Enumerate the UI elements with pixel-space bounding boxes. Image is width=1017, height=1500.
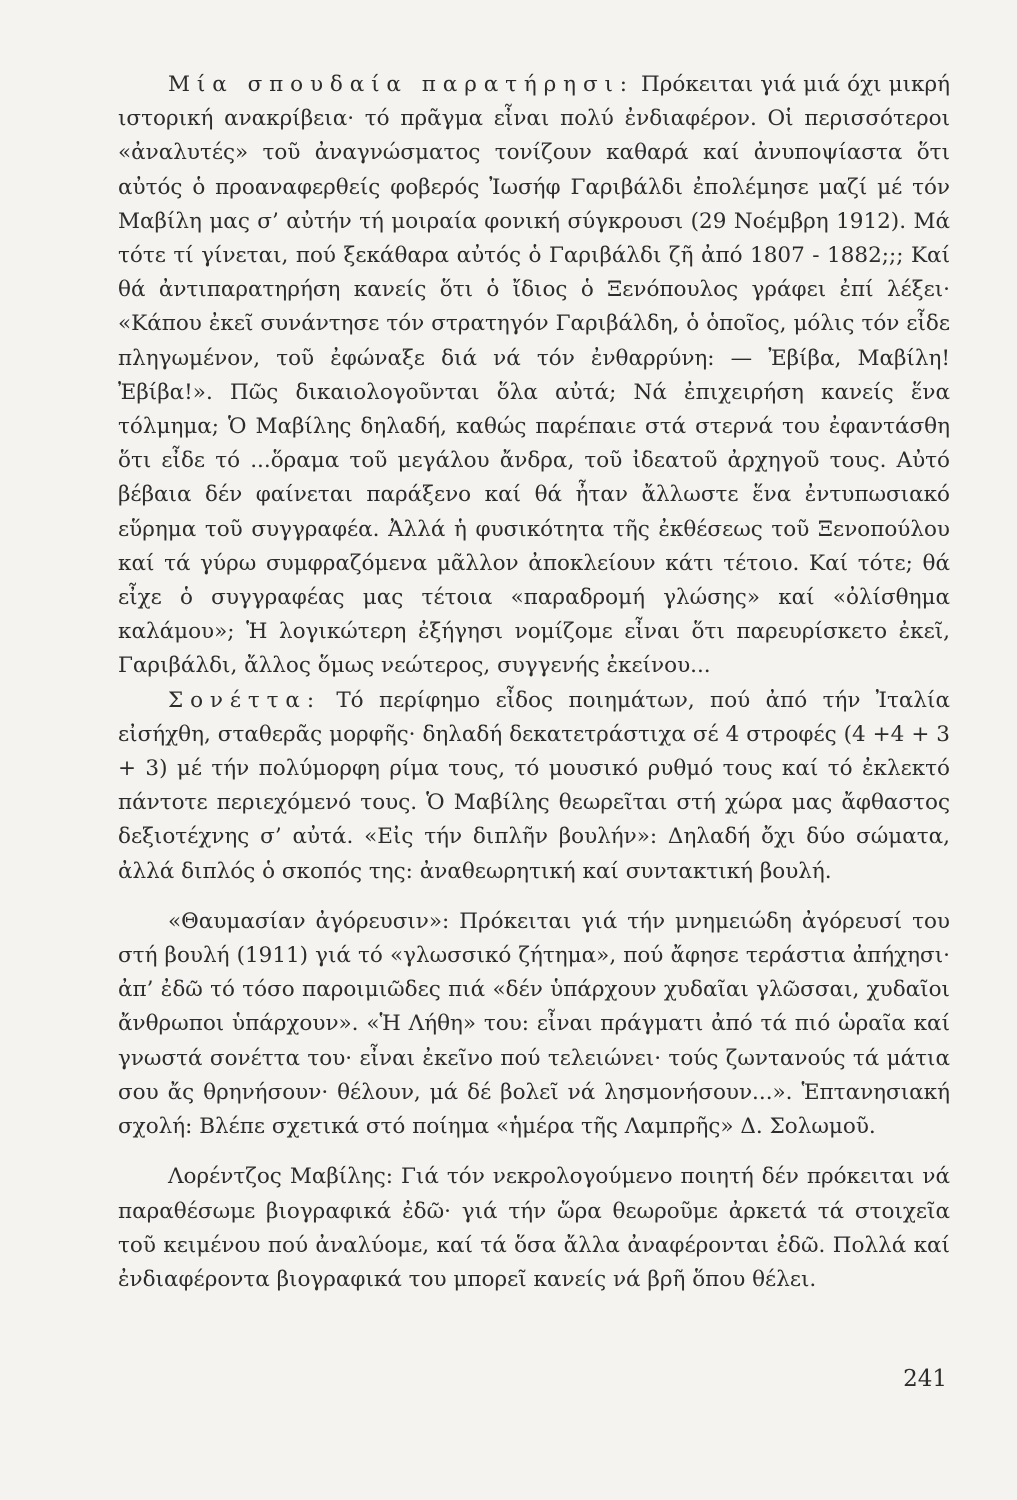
body-text — [118, 68, 950, 1297]
paragraph-text: Λορέντζος Μαβίλης: Γιά τόν νεκρολογούμενο ποιητή δέν πρόκειται νά παραθέσωμε βιογραφικά ἐδῶ· γιά τήν ὥρα θεωροῦμε ἀρκετά τά στοιχεῖα τοῦ κειμένου πού ἀναλύομε, καί τά ὅσα ἄλλα ἀναφέρονται ἐδῶ. Πολλά καί ἐνδιαφέροντα βιογραφικά του μπορεῖ κανείς νά βρῆ ὅπου θέλει. — [118, 1164, 950, 1292]
paragraph-lead: Μία σπουδαία παρατήρησι: — [168, 72, 634, 97]
paragraph-sonnets — [118, 684, 950, 889]
paragraph-text: Τό περίφημο εἶδος ποιημάτων, πού ἀπό τήν Ἰταλία εἰσήχθη, σταθερᾶς μορφῆς· δηλαδή δεκατετράστιχα σέ 4 στροφές (4 +4 + 3 + 3) μέ τήν πολύμορφη ρίμα τους, τό μουσικό ρυθμό τους καί τό ἐκλεκτό πάντοτε περιεχόμενό τους. Ὁ Μαβίλης θεωρεῖται στή χώρα μας ἄφθαστος δεξιοτέχνης σ’ αὐτά. «Εἰς τήν διπλῆν βουλήν»: Δηλαδή ὄχι δύο σώματα, ἀλλά διπλός ὁ σκοπός της: ἀναθεωρητική καί συντακτική βουλή. — [118, 687, 950, 884]
paragraph-text: «Θαυμασίαν ἀγόρευσιν»: Πρόκειται γιά τήν μνημειώδη ἀγόρευσί του στή βουλή (1911) γιά τό «γλωσσικό ζήτημα», πού ἄφησε τεράστια ἀπήχησι· ἀπ’ ἐδῶ τό τόσο παροιμιῶδες πιά «δέν ὑπάρχουν χυδαῖαι γλῶσσαι, χυδαῖοι ἄνθρωποι ὑπάρχουν». «Ἡ Λήθη» του: εἶναι πράγματι ἀπό τά πιό ὡραῖα καί γνωστά σονέττα του· εἶναι ἐκεῖνο πού τελειώνει· τούς ζωντανούς τά μάτια σου ἄς θρηνήσουν· θέλουν, μά δέ βολεῖ νά λησμονήσουν...». Ἑπτανησιακή σχολή: Βλέπε σχετικά στό ποίημα «ἡμέρα τῆς Λαμπρῆς» Δ. Σολωμοῦ. — [118, 908, 950, 1140]
paragraph-observation — [118, 68, 950, 684]
paragraph-mavilis — [118, 1160, 950, 1297]
page-number: 241 — [903, 1366, 947, 1392]
paragraph-text: Πρόκειται γιά μιά όχι μικρή ιστορική ανακρίβεια· τό πρᾶγμα εἶναι πολύ ἐνδιαφέρον. Οἱ περισσότεροι «ἀναλυτές» τοῦ ἀναγνώσματος τονίζουν καθαρά καί ἀνυποψίαστα ὅτι αὐτός ὁ προαναφερθείς φοβερός Ἰωσήφ Γαριβάλδι ἐπολέμησε μαζί μέ τόν Μαβίλη μας σ’ αὐτήν τή μοιραία φονική σύγκρουσι (29 Νοέμβρη 1912). Μά τότε τί γίνεται, πού ξεκάθαρα αὐτός ὁ Γαριβάλδι ζῆ ἀπό 1807 - 1882;;; Καί θά ἀντιπαρατηρήση κανείς ὅτι ὁ ἴδιος ὁ Ξενόπουλος γράφει ἐπί λέξει· «Κάπου ἐκεῖ συνάντησε τόν στρατηγόν Γαριβάλδη, ὁ ὁποῖος, μόλις τόν εἶδε πληγωμένον, τοῦ ἐφώναξε διά νά τόν ἐνθαρρύνη: — Ἐβίβα, Μαβίλη! Ἐβίβα!». Πῶς δικαιολογοῦνται ὅλα αὐτά; Νά ἐπιχειρήση κανείς ἕνα τόλμημα; Ὁ Μαβίλης δηλαδή, καθώς παρέπαιε στά στερνά του ἐφαντάσθη ὅτι εἶδε τό ...ὅραμα τοῦ μεγάλου ἄνδρα, τοῦ ἰδεατοῦ ἀρχηγοῦ τους. Αὐτό βέβαια δέν φαίνεται παράξενο καί θά ἦταν ἄλλωστε ἕνα ἐντυπωσιακό εὕρημα τοῦ συγγραφέα. Ἀλλά ἡ φυσικότητα τῆς ἐκθέσεως τοῦ Ξενοπούλου καί τά γύρω συμφραζόμενα μᾶλλον ἀποκλείουν κάτι τέτοιο. Καί τότε; θά εἶχε ὁ συγγραφέας μας τέτοια «παραδρομή γλώσης» καί «ὀλίσθημα καλάμου»; Ἡ λογικώτερη ἐξήγησι νομίζομε εἶναι ὅτι παρευρίσκετο ἐκεῖ, Γαριβάλδι, ἄλλος ὅμως νεώτερος, συγγενής ἐκείνου... — [118, 72, 951, 679]
paragraph-lead: Σονέττα: — [168, 687, 321, 713]
paragraph-speech — [118, 905, 950, 1144]
